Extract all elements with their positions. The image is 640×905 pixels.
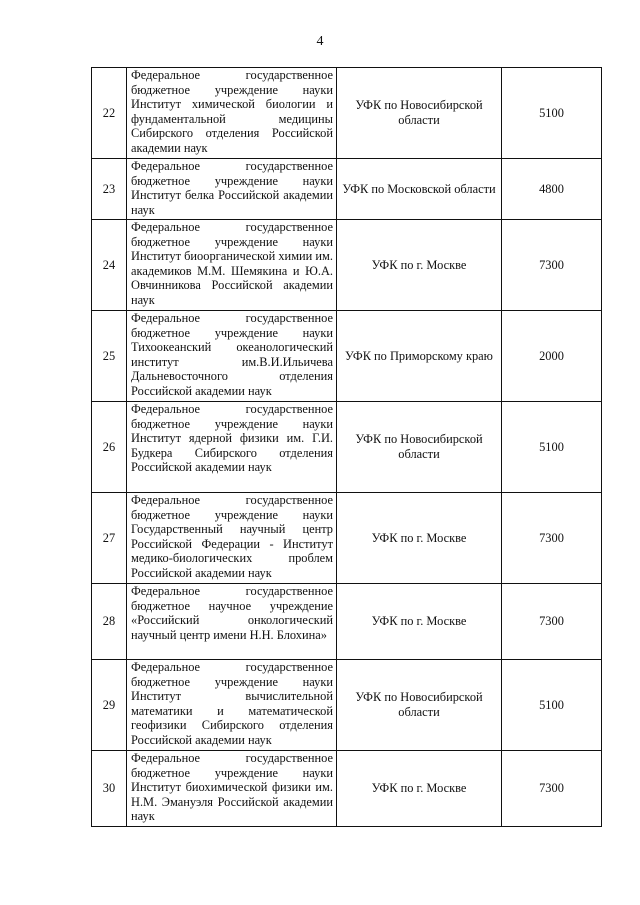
table-row <box>92 402 602 493</box>
amount: 7300 <box>502 220 602 311</box>
institution-name: Федеральное государственное бюджетное научное учреждение «Российский онкологический научный центр имени Н.Н. Блохина» <box>127 584 337 660</box>
page-number: 4 <box>316 34 324 49</box>
table-row <box>92 584 602 660</box>
treasury-department: УФК по Новосибирской области <box>337 68 502 159</box>
row-number: 23 <box>92 159 127 220</box>
amount: 5100 <box>502 68 602 159</box>
treasury-department: УФК по Новосибирской области <box>337 402 502 493</box>
treasury-department: УФК по Новосибирской области <box>337 660 502 751</box>
institution-name: Федеральное государственное бюджетное учреждение науки Институт биохимической физики им. Н.М. Эмануэля Российской академии наук <box>127 751 337 827</box>
row-number: 29 <box>92 660 127 751</box>
amount: 5100 <box>502 660 602 751</box>
institution-name: Федеральное государственное бюджетное учреждение науки Институт белка Российской академии наук <box>127 159 337 220</box>
table-row <box>92 311 602 402</box>
row-number: 27 <box>92 493 127 584</box>
row-number: 26 <box>92 402 127 493</box>
institution-name: Федеральное государственное бюджетное учреждение науки Государственный научный центр Российской Федерации - Институт медико-биологических проблем Российской академии наук <box>127 493 337 584</box>
row-number: 22 <box>92 68 127 159</box>
amount: 2000 <box>502 311 602 402</box>
row-number: 24 <box>92 220 127 311</box>
amount: 5100 <box>502 402 602 493</box>
institution-name: Федеральное государственное бюджетное учреждение науки Институт биоорганической химии им. академиков М.М. Шемякина и Ю.А. Овчинникова Российской академии наук <box>127 220 337 311</box>
table-row <box>92 220 602 311</box>
amount: 4800 <box>502 159 602 220</box>
treasury-department: УФК по Московской области <box>337 159 502 220</box>
table-row <box>92 159 602 220</box>
institution-name: Федеральное государственное бюджетное учреждение науки Институт вычислительной математики и математической геофизики Сибирского отделения Российской академии наук <box>127 660 337 751</box>
treasury-department: УФК по г. Москве <box>337 584 502 660</box>
row-number: 30 <box>92 751 127 827</box>
institution-name: Федеральное государственное бюджетное учреждение науки Тихоокеанский океанологический институт им.В.И.Ильичева Дальневосточного отделения Российской академии наук <box>127 311 337 402</box>
treasury-department: УФК по г. Москве <box>337 751 502 827</box>
row-number: 28 <box>92 584 127 660</box>
amount: 7300 <box>502 584 602 660</box>
amount: 7300 <box>502 493 602 584</box>
table-row <box>92 493 602 584</box>
treasury-department: УФК по г. Москве <box>337 220 502 311</box>
institution-name: Федеральное государственное бюджетное учреждение науки Институт ядерной физики им. Г.И. Будкера Сибирского отделения Российской академии наук <box>127 402 337 493</box>
treasury-department: УФК по Приморскому краю <box>337 311 502 402</box>
institution-name: Федеральное государственное бюджетное учреждение науки Институт химической биологии и фундаментальной медицины Сибирского отделения Российской академии наук <box>127 68 337 159</box>
treasury-department: УФК по г. Москве <box>337 493 502 584</box>
amount: 7300 <box>502 751 602 827</box>
table-row <box>92 660 602 751</box>
table-row <box>92 68 602 159</box>
table-row <box>92 751 602 827</box>
row-number: 25 <box>92 311 127 402</box>
institutions-table <box>91 67 602 827</box>
